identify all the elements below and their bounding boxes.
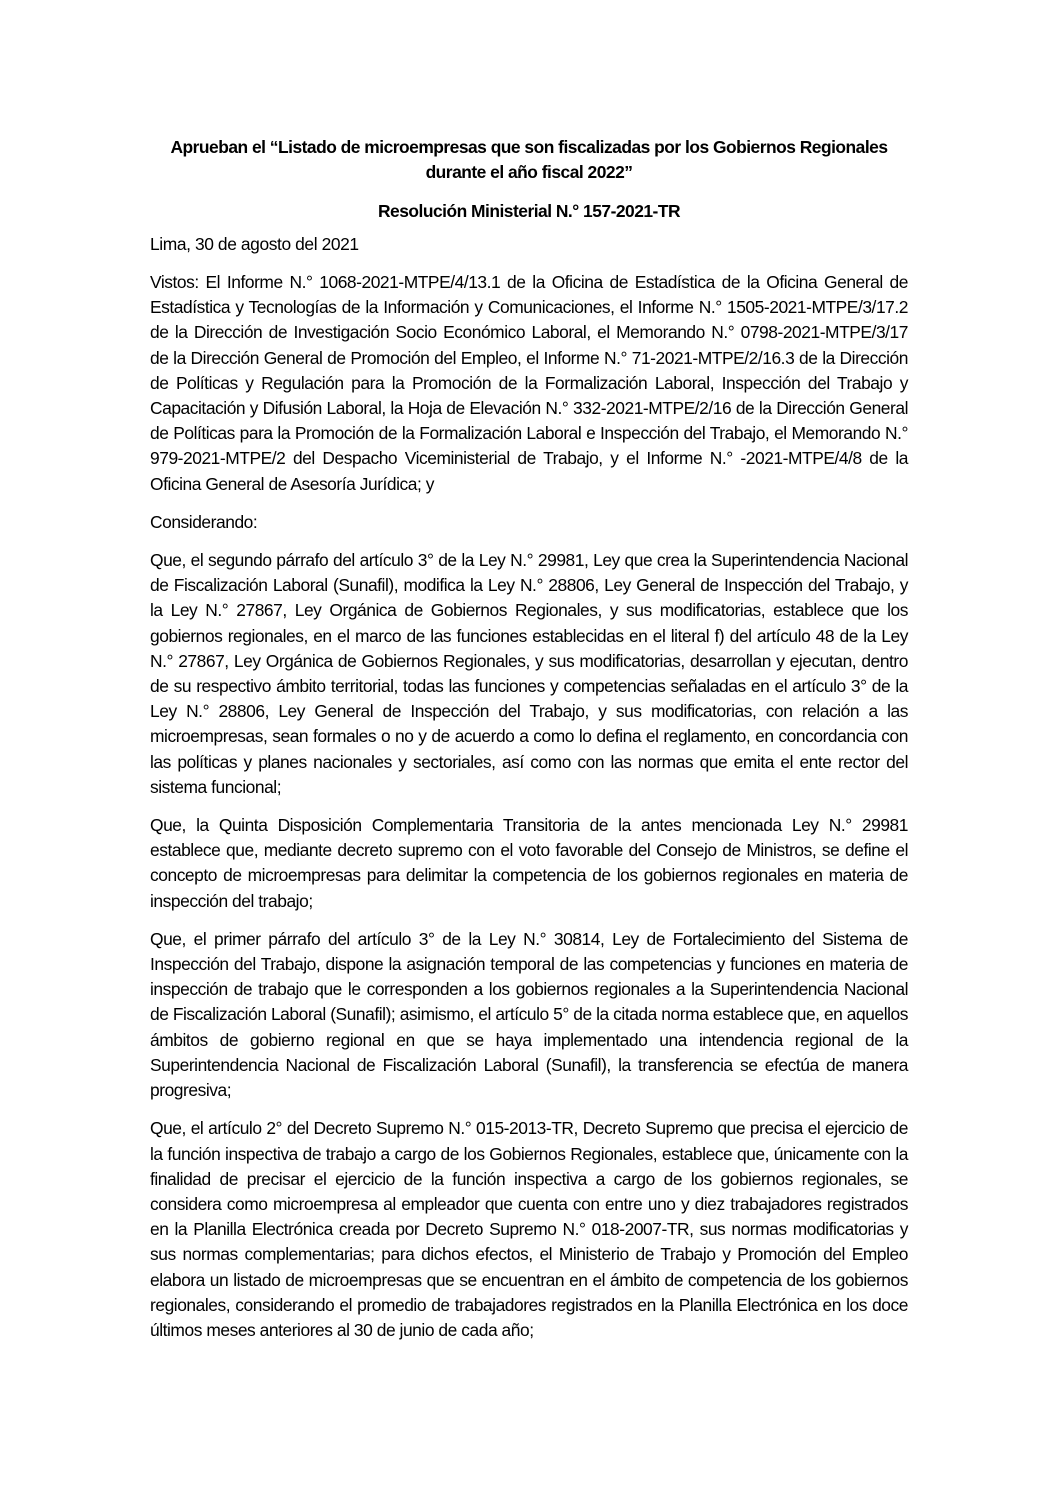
paragraph-decreto-supremo-015-2013: Que, el artículo 2° del Decreto Supremo N.° 015-2013-TR, Decreto Supremo que precisa el ejercicio de la función inspectiva de trabajo a cargo de los Gobiernos Regionales, establece que, únicamente con la finalidad de precisar el ejercicio de la función inspectiva a cargo de los gobiernos regionales, se considera como microempresa al empleador que cuenta con entre uno y diez trabajadores registrados en la Planilla Electrónica creada por Decreto Supremo N.° 018-2007-TR, sus normas modificatorias y sus normas complementarias; para dichos efectos, el Ministerio de Trabajo y Promoción del Empleo elabora un listado de microempresas que se encuentran en el ámbito de competencia de los gobiernos regionales, considerando el promedio de trabajadores registrados en la Planilla Electrónica en los doce últimos meses anteriores al 30 de junio de cada año; [150, 1118, 908, 1340]
paragraph-quinta-disposicion: Que, la Quinta Disposición Complementaria Transitoria de la antes mencionada Ley N.° 29981 establece que, mediante decreto supremo con el voto favorable del Consejo de Ministros, se define el concepto de microempresas para delimitar la competencia de los gobiernos regionales en materia de inspección del trabajo; [150, 815, 908, 911]
document-date: Lima, 30 de agosto del 2021 [150, 234, 359, 254]
paragraph-considerando-heading: Considerando: [150, 511, 258, 532]
document-title: Aprueban el “Listado de microempresas que son fiscalizadas por los Gobiernos Regionales durante el año fiscal 2022” [170, 137, 888, 182]
document-page [150, 135, 908, 1356]
paragraph-ley-30814: Que, el primer párrafo del artículo 3° de la Ley N.° 30814, Ley de Fortalecimiento del Sistema de Inspección del Trabajo, dispone la asignación temporal de las competencias y funciones en materia de inspección de trabajo que le corresponden a los gobiernos regionales a la Superintendencia Nacional de Fiscalización Laboral (Sunafil); asimismo, el artículo 5° de la citada norma establece que, en aquellos ámbitos de gobierno regional en que se haya implementado una intendencia regional de la Superintendencia Nacional de Fiscalización Laboral (Sunafil), la transferencia se efectúa de manera progresiva; [150, 928, 908, 1101]
resolution-number: Resolución Ministerial N.° 157-2021-TR [377, 201, 681, 221]
paragraph-vistos: Vistos: El Informe N.° 1068-2021-MTPE/4/13.1 de la Oficina de Estadística de la Oficina General de Estadística y Tecnologías de la Información y Comunicaciones, el Informe N.° 1505-2021-MTPE/3/17.2 de la Dirección de Investigación Socio Económico Laboral, el Memorando N.° 0798-2021-MTPE/3/17 de la Dirección General de Promoción del Empleo, el Informe N.° 71-2021-MTPE/2/16.3 de la Dirección de Políticas y Regulación para la Promoción de la Formalización Laboral, Inspección del Trabajo y Capacitación y Difusión Laboral, la Hoja de Elevación N.° 332-2021-MTPE/2/16 de la Dirección General de Políticas para la Promoción de la Formalización Laboral e Inspección del Trabajo, el Memorando N.° 979-2021-MTPE/2 del Despacho Viceministerial de Trabajo, y el Informe N.° -2021-MTPE/4/8 de la Oficina General de Asesoría Jurídica; y [150, 272, 908, 494]
paragraph-ley-29981-article-3: Que, el segundo párrafo del artículo 3° de la Ley N.° 29981, Ley que crea la Superintendencia Nacional de Fiscalización Laboral (Sunafil), modifica la Ley N.° 28806, Ley General de Inspección del Trabajo, y la Ley N.° 27867, Ley Orgánica de Gobiernos Regionales, y sus modificatorias, establece que los gobiernos regionales, en el marco de las funciones establecidas en el literal f) del artículo 48 de la Ley N.° 27867, Ley Orgánica de Gobiernos Regionales, y sus modificatorias, desarrollan y ejecutan, dentro de su respectivo ámbito territorial, todas las funciones y competencias señaladas en el artículo 3° de la Ley N.° 28806, Ley General de Inspección del Trabajo, y sus modificatorias, con relación a las microempresas, sean formales o no y de acuerdo a como lo defina el reglamento, en concordancia con las políticas y planes nacionales y sectoriales, así como con las normas que emita el ente rector del sistema funcional; [150, 550, 908, 797]
